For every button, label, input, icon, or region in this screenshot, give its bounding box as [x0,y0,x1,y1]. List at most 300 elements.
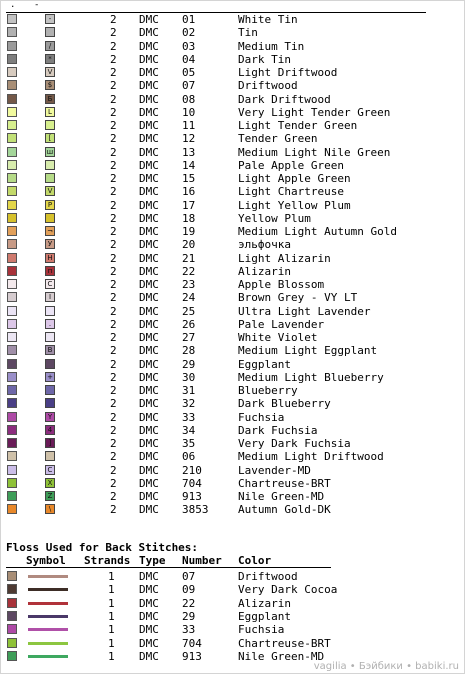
strands-cell: 2 [110,291,117,305]
floss-row [6,331,456,344]
number-cell: 913 [182,649,202,663]
color-name-cell: Very Dark Cocoa [238,583,338,597]
symbol-box [45,27,55,37]
back-stitch-row [6,623,456,636]
strands-cell: 2 [110,225,117,238]
header-tick: - [34,0,40,10]
number-cell: 16 [182,185,196,199]
strands-cell: 2 [110,490,117,503]
number-cell: 12 [182,132,196,146]
color-name-cell: Light Tender Green [238,119,358,132]
floss-row [6,344,456,357]
color-name-cell: Pale Apple Green [238,158,344,172]
symbol-box: 4 [45,425,55,435]
type-cell: DMC [139,251,159,265]
strands-cell: 2 [110,52,117,66]
color-name-cell: Dark Fuchsia [238,423,318,437]
type-cell: DMC [139,649,159,663]
back-stitch-row [6,570,456,583]
number-cell: 210 [182,463,202,477]
color-swatch [7,41,17,51]
type-cell: DMC [139,636,159,650]
color-swatch [7,200,17,210]
floss-row [6,146,456,159]
color-swatch [7,213,17,223]
type-cell: DMC [139,570,159,583]
floss-row [6,397,456,410]
color-name-cell: Very Dark Fuchsia [238,437,351,450]
symbol-box: - [45,14,55,24]
floss-row [6,252,456,265]
strands-cell: 2 [110,370,117,384]
type-cell: DMC [139,609,159,623]
number-cell: 32 [182,397,196,411]
color-name-cell: Tender Green [238,132,318,146]
number-cell: 01 [182,13,196,26]
stitch-line [28,602,68,605]
color-swatch [7,306,17,316]
floss-row [6,450,456,463]
symbol-box [45,306,55,316]
floss-row [6,40,456,53]
back-stitch-row [6,583,456,596]
strands-cell: 2 [110,344,117,358]
color-swatch [7,160,17,170]
color-swatch [7,266,17,276]
symbol-box: Y [45,412,55,422]
number-cell: 26 [182,317,196,331]
floss-row [6,265,456,278]
type-cell: DMC [139,172,159,185]
symbol-box: I [45,292,55,302]
color-swatch [7,438,17,448]
strands-cell: 2 [110,185,117,199]
strands-cell: 2 [110,264,117,278]
number-cell: 704 [182,476,202,490]
color-name-cell: Medium Tin [238,39,305,53]
color-name-cell: Brown Grey - VY LT [238,291,358,305]
symbol-box: . [45,319,55,329]
color-name-cell: Yellow Plum [238,211,311,225]
color-name-cell: Dark Driftwood [238,92,331,106]
number-cell: 23 [182,278,196,291]
floss-row [6,490,456,503]
symbol-box [45,398,55,408]
floss-row [6,424,456,437]
strands-cell: 1 [108,636,115,650]
type-cell: DMC [139,344,159,358]
color-name-cell: Tin [238,26,258,40]
color-swatch [7,226,17,236]
floss-row [6,185,456,198]
symbol-box: C [45,465,55,475]
type-cell: DMC [139,264,159,278]
type-cell: DMC [139,596,159,610]
number-cell: 29 [182,609,196,623]
strands-cell: 2 [110,13,117,26]
type-cell: DMC [139,79,159,93]
floss-row [6,464,456,477]
symbol-box: V [45,67,55,77]
color-name-cell: Eggplant [238,357,291,371]
number-cell: 07 [182,79,196,93]
color-swatch [7,94,17,104]
color-name-cell: Fuchsia [238,410,285,424]
floss-row [6,212,456,225]
color-swatch [7,638,17,648]
strands-cell: 2 [110,463,117,477]
number-cell: 33 [182,623,196,637]
type-cell: DMC [139,476,159,490]
color-name-cell: Blueberry [238,384,298,397]
strands-cell: 1 [108,609,115,623]
symbol-box [45,173,55,183]
strands-cell: 2 [110,119,117,132]
type-cell: DMC [139,158,159,172]
number-cell: 10 [182,105,196,119]
strands-cell: 2 [110,172,117,185]
color-name-cell: Dark Blueberry [238,397,331,411]
number-cell: 15 [182,172,196,185]
color-name-cell: Apple Blossom [238,278,325,291]
type-cell: DMC [139,450,159,464]
header-number: Number [182,554,222,567]
number-cell: 08 [182,92,196,106]
floss-row [6,26,456,39]
symbol-box: Z [45,491,55,501]
stitch-line [28,642,68,645]
color-name-cell: Medium Light Driftwood [238,450,384,464]
strands-cell: 2 [110,158,117,172]
floss-row [6,79,456,92]
color-name-cell: Driftwood [238,79,298,93]
number-cell: 05 [182,66,196,79]
number-cell: 18 [182,211,196,225]
color-swatch [7,372,17,382]
type-cell: DMC [139,238,159,252]
color-name-cell: Ultra Light Lavender [238,304,371,318]
color-name-cell: Nile Green-MD [238,490,325,503]
symbol-box [45,359,55,369]
header-type: Type [139,554,166,567]
strands-cell: 2 [110,357,117,371]
color-name-cell: Medium Light Autumn Gold [238,225,397,238]
number-cell: 22 [182,264,196,278]
strands-cell: 2 [110,79,117,93]
floss-row [6,172,456,185]
type-cell: DMC [139,291,159,305]
symbol-box: п [45,266,55,276]
number-cell: 3853 [182,503,209,517]
type-cell: DMC [139,384,159,397]
strands-cell: 2 [110,211,117,225]
number-cell: 913 [182,490,202,503]
number-cell: 24 [182,291,196,305]
symbol-box: Н [45,253,55,263]
type-cell: DMC [139,39,159,53]
back-stitch-row [6,610,456,623]
symbol-box: [ [45,133,55,143]
color-swatch [7,571,17,581]
color-swatch [7,292,17,302]
color-swatch [7,584,17,594]
symbol-box: C [45,279,55,289]
color-swatch [7,491,17,501]
strands-cell: 1 [108,649,115,663]
number-cell: 20 [182,238,196,252]
strands-cell: 2 [110,331,117,344]
type-cell: DMC [139,211,159,225]
color-swatch [7,359,17,369]
color-name-cell: Chartreuse-BRT [238,476,331,490]
type-cell: DMC [139,304,159,318]
color-name-cell: Nile Green-MD [238,649,325,663]
floss-row [6,132,456,145]
color-swatch [7,80,17,90]
strands-cell: 2 [110,26,117,40]
floss-row [6,159,456,172]
number-cell: 30 [182,370,196,384]
color-swatch [7,465,17,475]
floss-row [6,238,456,251]
type-cell: DMC [139,331,159,344]
symbol-box: / [45,41,55,51]
number-cell: 21 [182,251,196,265]
number-cell: 11 [182,119,196,132]
color-swatch [7,385,17,395]
type-cell: DMC [139,410,159,424]
type-cell: DMC [139,423,159,437]
type-cell: DMC [139,278,159,291]
color-name-cell: Dark Tin [238,52,291,66]
strands-cell: 2 [110,317,117,331]
type-cell: DMC [139,185,159,199]
number-cell: 27 [182,331,196,344]
type-cell: DMC [139,52,159,66]
floss-row [6,13,456,26]
floss-row [6,53,456,66]
number-cell: 17 [182,198,196,212]
type-cell: DMC [139,198,159,212]
symbol-box: В [45,345,55,355]
strands-cell: 2 [110,278,117,291]
floss-row [6,199,456,212]
color-swatch [7,14,17,24]
color-name-cell: Medium Light Blueberry [238,370,384,384]
back-stitch-header [6,554,446,567]
strands-cell: 2 [110,304,117,318]
color-swatch [7,611,17,621]
number-cell: 03 [182,39,196,53]
floss-row [6,106,456,119]
back-stitch-row [6,637,456,650]
symbol-box: ¬ [45,226,55,236]
symbol-box [45,451,55,461]
floss-row [6,411,456,424]
symbol-box: + [45,372,55,382]
type-cell: DMC [139,463,159,477]
color-swatch [7,425,17,435]
color-name-cell: Light Chartreuse [238,185,344,199]
color-swatch [7,239,17,249]
number-cell: 13 [182,145,196,159]
color-swatch [7,398,17,408]
type-cell: DMC [139,92,159,106]
strands-cell: 2 [110,39,117,53]
type-cell: DMC [139,583,159,597]
back-stitch-row [6,597,456,610]
symbol-box: V [45,186,55,196]
number-cell: 06 [182,450,196,464]
strands-cell: 1 [108,596,115,610]
color-swatch [7,107,17,117]
number-cell: 02 [182,26,196,40]
color-swatch [7,332,17,342]
color-name-cell: Very Light Tender Green [238,105,391,119]
number-cell: 07 [182,570,196,583]
strands-cell: 2 [110,132,117,146]
header-strands: Strands [84,554,131,567]
color-name-cell: White Tin [238,13,298,26]
floss-row [6,477,456,490]
floss-row [6,358,456,371]
floss-row [6,291,456,304]
color-name-cell: эльфочка [238,238,291,252]
color-swatch [7,451,17,461]
color-name-cell: Pale Lavender [238,317,325,331]
back-stitch-title: Floss Used for Back Stitches: [6,541,199,554]
type-cell: DMC [139,397,159,411]
color-name-cell: Driftwood [238,570,298,583]
strands-cell: 2 [110,251,117,265]
stitch-line [28,615,68,618]
header-symbol: Symbol [26,554,66,567]
color-swatch [7,412,17,422]
stitch-line [28,628,68,631]
strands-cell: 2 [110,397,117,411]
type-cell: DMC [139,317,159,331]
symbol-box: L [45,107,55,117]
strands-cell: 2 [110,503,117,517]
color-swatch [7,279,17,289]
symbol-box: У [45,239,55,249]
symbol-box: ш [46,147,54,156]
strands-cell: 2 [110,423,117,437]
color-swatch [7,120,17,130]
number-cell: 33 [182,410,196,424]
symbol-box: Б [45,94,55,104]
color-name-cell: Light Apple Green [238,172,351,185]
color-swatch [7,253,17,263]
color-swatch [7,147,17,157]
color-swatch [7,54,17,64]
color-name-cell: Light Yellow Plum [238,198,351,212]
type-cell: DMC [139,623,159,637]
type-cell: DMC [139,66,159,79]
floss-row [6,371,456,384]
top-header [6,2,426,12]
color-name-cell: Alizarin [238,264,291,278]
strands-cell: 1 [108,623,115,637]
type-cell: DMC [139,503,159,517]
symbol-box: $ [45,80,55,90]
color-name-cell: White Violet [238,331,318,344]
type-cell: DMC [139,26,159,40]
color-name-cell: Medium Light Eggplant [238,344,378,358]
floss-row [6,278,456,291]
color-name-cell: Medium Light Nile Green [238,145,391,159]
back-stitch-rule [6,567,331,568]
color-name-cell: Chartreuse-BRT [238,636,331,650]
strands-cell: 2 [110,145,117,159]
strands-cell: 2 [110,410,117,424]
color-name-cell: Alizarin [238,596,291,610]
strands-cell: 1 [108,570,115,583]
color-swatch [7,504,17,514]
floss-row [6,305,456,318]
number-cell: 04 [182,52,196,66]
symbol-box: \ [45,504,55,514]
number-cell: 31 [182,384,196,397]
number-cell: 704 [182,636,202,650]
type-cell: DMC [139,105,159,119]
color-swatch [7,478,17,488]
type-cell: DMC [139,225,159,238]
symbol-box [45,385,55,395]
number-cell: 09 [182,583,196,597]
color-swatch [7,624,17,634]
floss-row [6,66,456,79]
type-cell: DMC [139,437,159,450]
number-cell: 22 [182,596,196,610]
symbol-box: * [45,54,55,64]
symbol-box: ] [45,438,55,448]
strands-cell: 2 [110,476,117,490]
stitch-line [28,655,68,658]
symbol-box [45,332,55,342]
color-swatch [7,67,17,77]
symbol-box: P [45,200,55,210]
number-cell: 34 [182,423,196,437]
watermark: vagilia • Бэйбики • babiki.ru [313,661,459,672]
floss-row [6,119,456,132]
color-name-cell: Fuchsia [238,623,285,637]
symbol-box [45,213,55,223]
number-cell: 35 [182,437,196,450]
strands-cell: 2 [110,238,117,252]
strands-cell: 2 [110,437,117,450]
strands-cell: 2 [110,450,117,464]
number-cell: 29 [182,357,196,371]
color-swatch [7,27,17,37]
symbol-box: X [45,478,55,488]
stitch-line [28,588,68,591]
floss-row [6,384,456,397]
header-tick: . [10,0,16,10]
color-swatch [7,651,17,661]
symbol-box [45,160,55,170]
floss-row [6,503,456,516]
color-name-cell: Lavender-MD [238,463,311,477]
type-cell: DMC [139,370,159,384]
color-swatch [7,173,17,183]
strands-cell: 2 [110,384,117,397]
color-name-cell: Eggplant [238,609,291,623]
number-cell: 25 [182,304,196,318]
color-swatch [7,186,17,196]
color-swatch [7,133,17,143]
number-cell: 19 [182,225,196,238]
